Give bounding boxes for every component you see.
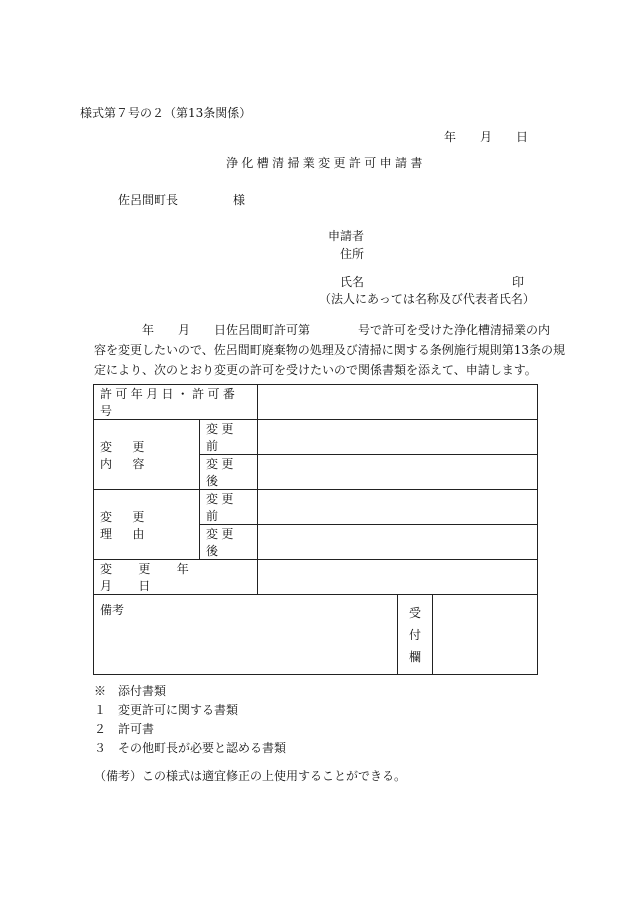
- change-reason-after-field[interactable]: [258, 525, 538, 560]
- statement-line-3: 定により、次のとおり変更の許可を受けたいので関係書類を添えて、申請します。: [94, 363, 537, 377]
- statement-line-2: 容を変更したいので、佐呂間町廃棄物の処理及び清掃に関する条例施行規則第13条の規: [94, 343, 566, 357]
- document-title: 浄化槽清掃業変更許可申請書: [226, 156, 426, 170]
- honorific: 様: [233, 193, 246, 207]
- remarks-label: 備考: [100, 603, 125, 617]
- remarks-field[interactable]: [94, 595, 398, 675]
- change-reason-label: 変更理由: [94, 490, 200, 560]
- reception-field[interactable]: [433, 595, 538, 675]
- change-reason-before-label: 変更前: [200, 490, 258, 525]
- attachment-item-3: ３ その他町長が必要と認める書類: [94, 741, 287, 755]
- change-reason-after-label: 変更後: [200, 525, 258, 560]
- change-content-before-label: 変更前: [200, 420, 258, 455]
- attachment-item-1: １ 変更許可に関する書類: [94, 703, 239, 717]
- footer-note: （備考）この様式は適宜修正の上使用することができる。: [94, 769, 407, 783]
- applicant-label: 申請者: [328, 229, 365, 243]
- seal-mark: 印: [512, 275, 525, 289]
- attachment-item-2: ２ 許可書: [94, 722, 155, 736]
- change-date-field[interactable]: [258, 560, 538, 595]
- reception-label: 受 付 欄: [398, 595, 433, 675]
- addressee: 佐呂間町長: [118, 193, 179, 207]
- change-reason-before-field[interactable]: [258, 490, 538, 525]
- change-content-after-label: 変更後: [200, 455, 258, 490]
- attachment-heading: ※ 添付書類: [94, 684, 167, 698]
- statement-line-1: 年 月 日佐呂間町許可第 号で許可を受けた浄化槽清掃業の内: [94, 323, 551, 337]
- change-content-label: 変更内容: [94, 420, 200, 490]
- attachment-notes: [94, 682, 286, 758]
- form-number: 様式第７号の２（第13条関係）: [80, 106, 252, 120]
- name-label: 氏名: [340, 275, 365, 289]
- date-line: 年 月 日: [444, 130, 529, 144]
- change-content-after-field[interactable]: [258, 455, 538, 490]
- permit-date-number-label: 許可年月日・許可番号: [94, 385, 258, 420]
- application-statement: [94, 320, 566, 380]
- application-table: [93, 384, 538, 675]
- permit-date-number-field[interactable]: [258, 385, 538, 420]
- change-content-before-field[interactable]: [258, 420, 538, 455]
- corporation-note: （法人にあっては名称及び代表者氏名）: [319, 292, 535, 306]
- address-label: 住所: [340, 247, 365, 261]
- change-date-label: 変更年月日: [94, 560, 258, 595]
